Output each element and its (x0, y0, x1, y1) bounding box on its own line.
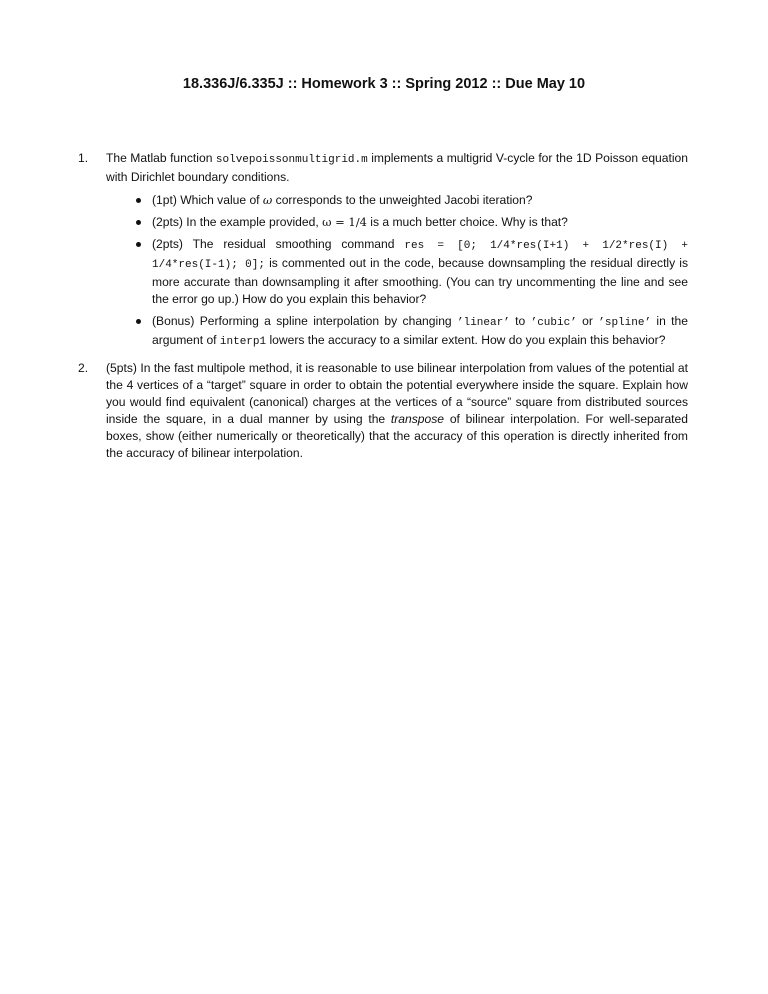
bullet-icon (136, 242, 141, 247)
subquestion-2 (142, 214, 688, 231)
problem-2 (78, 360, 688, 462)
subquestion-text: or (576, 314, 599, 328)
problem-1 (78, 150, 688, 351)
problem-number: 1. (78, 151, 89, 165)
subquestion-text: is commented out in the code, because downsampling the residual directly is more accurate than downsampling it after smoothing. (You can try uncommenting the line and see the error go up.) How do you explain this behavior? (152, 256, 688, 306)
subquestion-text: (Bonus) Performing a spline interpolation by changing (152, 314, 457, 328)
problem-number: 2. (78, 361, 89, 375)
subquestion-list (106, 192, 688, 351)
subquestion-text: to (509, 314, 531, 328)
subquestion-text: corresponds to the unweighted Jacobi iteration? (272, 193, 533, 207)
math-omega: ω (262, 193, 273, 207)
code-smoothing-command: res = [0; 1/4*res(I+1) + 1/2*res(I) + 1/4*res(I-1); 0]; (152, 240, 688, 271)
page-title: 18.336J/6.335J :: Homework 3 :: Spring 2012 :: Due May 10 (182, 76, 586, 92)
problem-text: The Matlab function (106, 151, 216, 165)
subquestion-text: lowers the accuracy to a similar extent. How do you explain this behavior? (266, 333, 666, 347)
bullet-icon (136, 220, 141, 225)
problem-text: (5pts) In the fast multipole method, it is reasonable to use bilinear interpolation from values of the potential at the 4 vertices of a “target” square in order to obtain the potential everywhere inside the square. Explain how you would find equivalent (canonical) charges at the vertices of a “source” square from distributed sources inside the square, in a dual manner by using the (106, 361, 688, 426)
code-linear: ’linear’ (457, 317, 510, 329)
subquestion-text: is a much better choice. Why is that? (366, 215, 568, 229)
problem-list (78, 150, 688, 471)
subquestion-3 (142, 236, 688, 308)
subquestion-text: (1pt) Which value of (152, 193, 263, 207)
emphasis-transpose: transpose (390, 412, 445, 426)
subquestion-text: (2pts) In the example provided, (152, 215, 323, 229)
problem-text: of bilinear interpolation. For well-separated boxes, show (either numerically or theoretically) that the accuracy of this operation is directly inherited from the accuracy of bilinear interpolation. (106, 412, 688, 460)
problem-text: implements a multigrid V-cycle for the 1D Poisson equation with Dirichlet boundary conditions. (106, 151, 688, 184)
subquestion-1 (142, 192, 688, 209)
bullet-icon (136, 198, 141, 203)
math-omega-value: ω = 1/4 (322, 215, 367, 229)
code-interp1: interp1 (219, 336, 267, 348)
code-filename: solvepoissonmultigrid.m (215, 154, 368, 166)
bullet-icon (136, 319, 141, 324)
subquestion-text: (2pts) The residual smoothing command (152, 237, 405, 251)
subquestion-4 (142, 313, 688, 351)
code-spline: ’spline’ (598, 317, 652, 329)
subquestion-text: in the argument of (152, 314, 688, 347)
code-cubic: ’cubic’ (530, 317, 577, 329)
